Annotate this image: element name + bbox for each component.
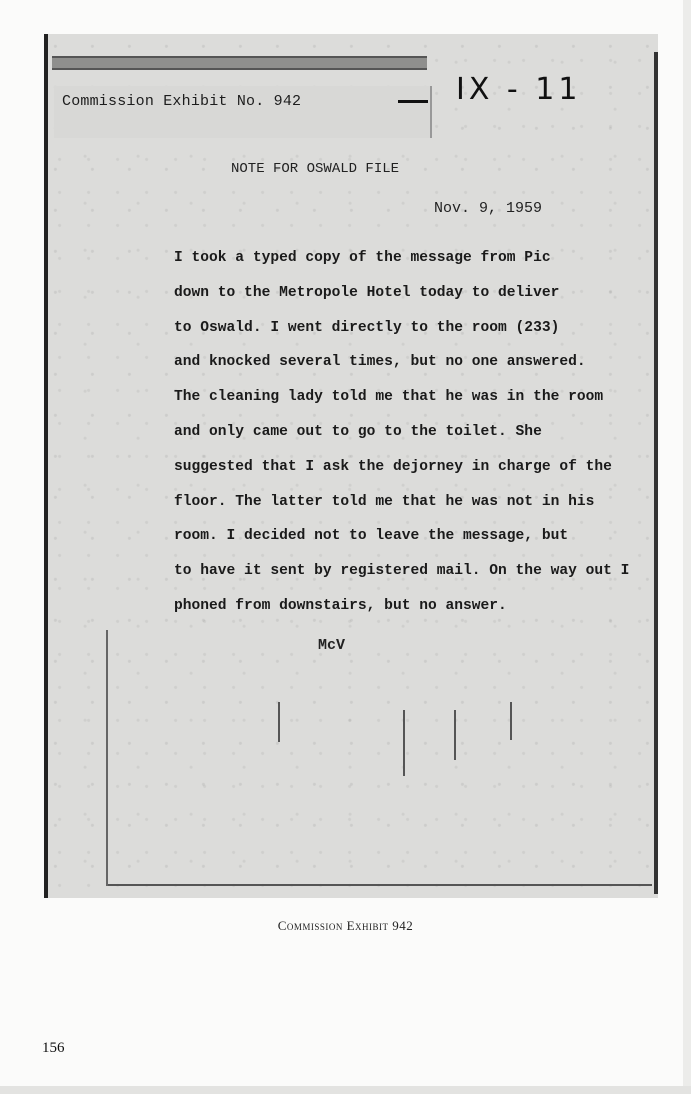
memo-line: room. I decided not to leave the message, but xyxy=(174,528,569,545)
memo-line: suggested that I ask the dejorney in charge of the xyxy=(174,458,612,475)
label-dash xyxy=(398,100,428,103)
memo-line: to have it sent by registered mail. On the way out I xyxy=(174,563,630,580)
memo-line: down to the Metropole Hotel today to deliver xyxy=(174,284,560,301)
page-number: 156 xyxy=(42,1040,65,1056)
copy-streak xyxy=(278,702,280,742)
label-strip xyxy=(52,56,427,70)
memo-body xyxy=(174,246,644,629)
memo-line: floor. The latter told me that he was not in his xyxy=(174,493,595,510)
exhibit-caption: Commission Exhibit 942 xyxy=(277,918,414,933)
memo-signature: McV xyxy=(318,637,346,654)
copy-streak xyxy=(510,702,512,740)
memo-line: phoned from downstairs, but no answer. xyxy=(174,597,507,614)
memo-date: Nov. 9, 1959 xyxy=(434,200,543,217)
scan-border xyxy=(106,630,108,886)
scan-border xyxy=(654,52,658,894)
memo-line: I took a typed copy of the message from Pic xyxy=(174,250,551,266)
memo-title: NOTE FOR OSWALD FILE xyxy=(231,161,400,177)
scan-border xyxy=(108,884,652,886)
page-edge xyxy=(0,1086,691,1094)
exhibit-label: Commission Exhibit No. 942 xyxy=(62,93,302,110)
copy-streak xyxy=(454,710,456,760)
memo-line: and only came out to go to the toilet. She xyxy=(174,423,542,440)
memo-line: The cleaning lady told me that he was in the room xyxy=(174,389,604,406)
copy-streak xyxy=(403,710,405,776)
memo-line: and knocked several times, but no one answered. xyxy=(174,354,586,371)
handwritten-exhibit-number: IX - 11 xyxy=(456,72,582,107)
memo-line: to Oswald. I went directly to the room (233) xyxy=(174,319,560,336)
